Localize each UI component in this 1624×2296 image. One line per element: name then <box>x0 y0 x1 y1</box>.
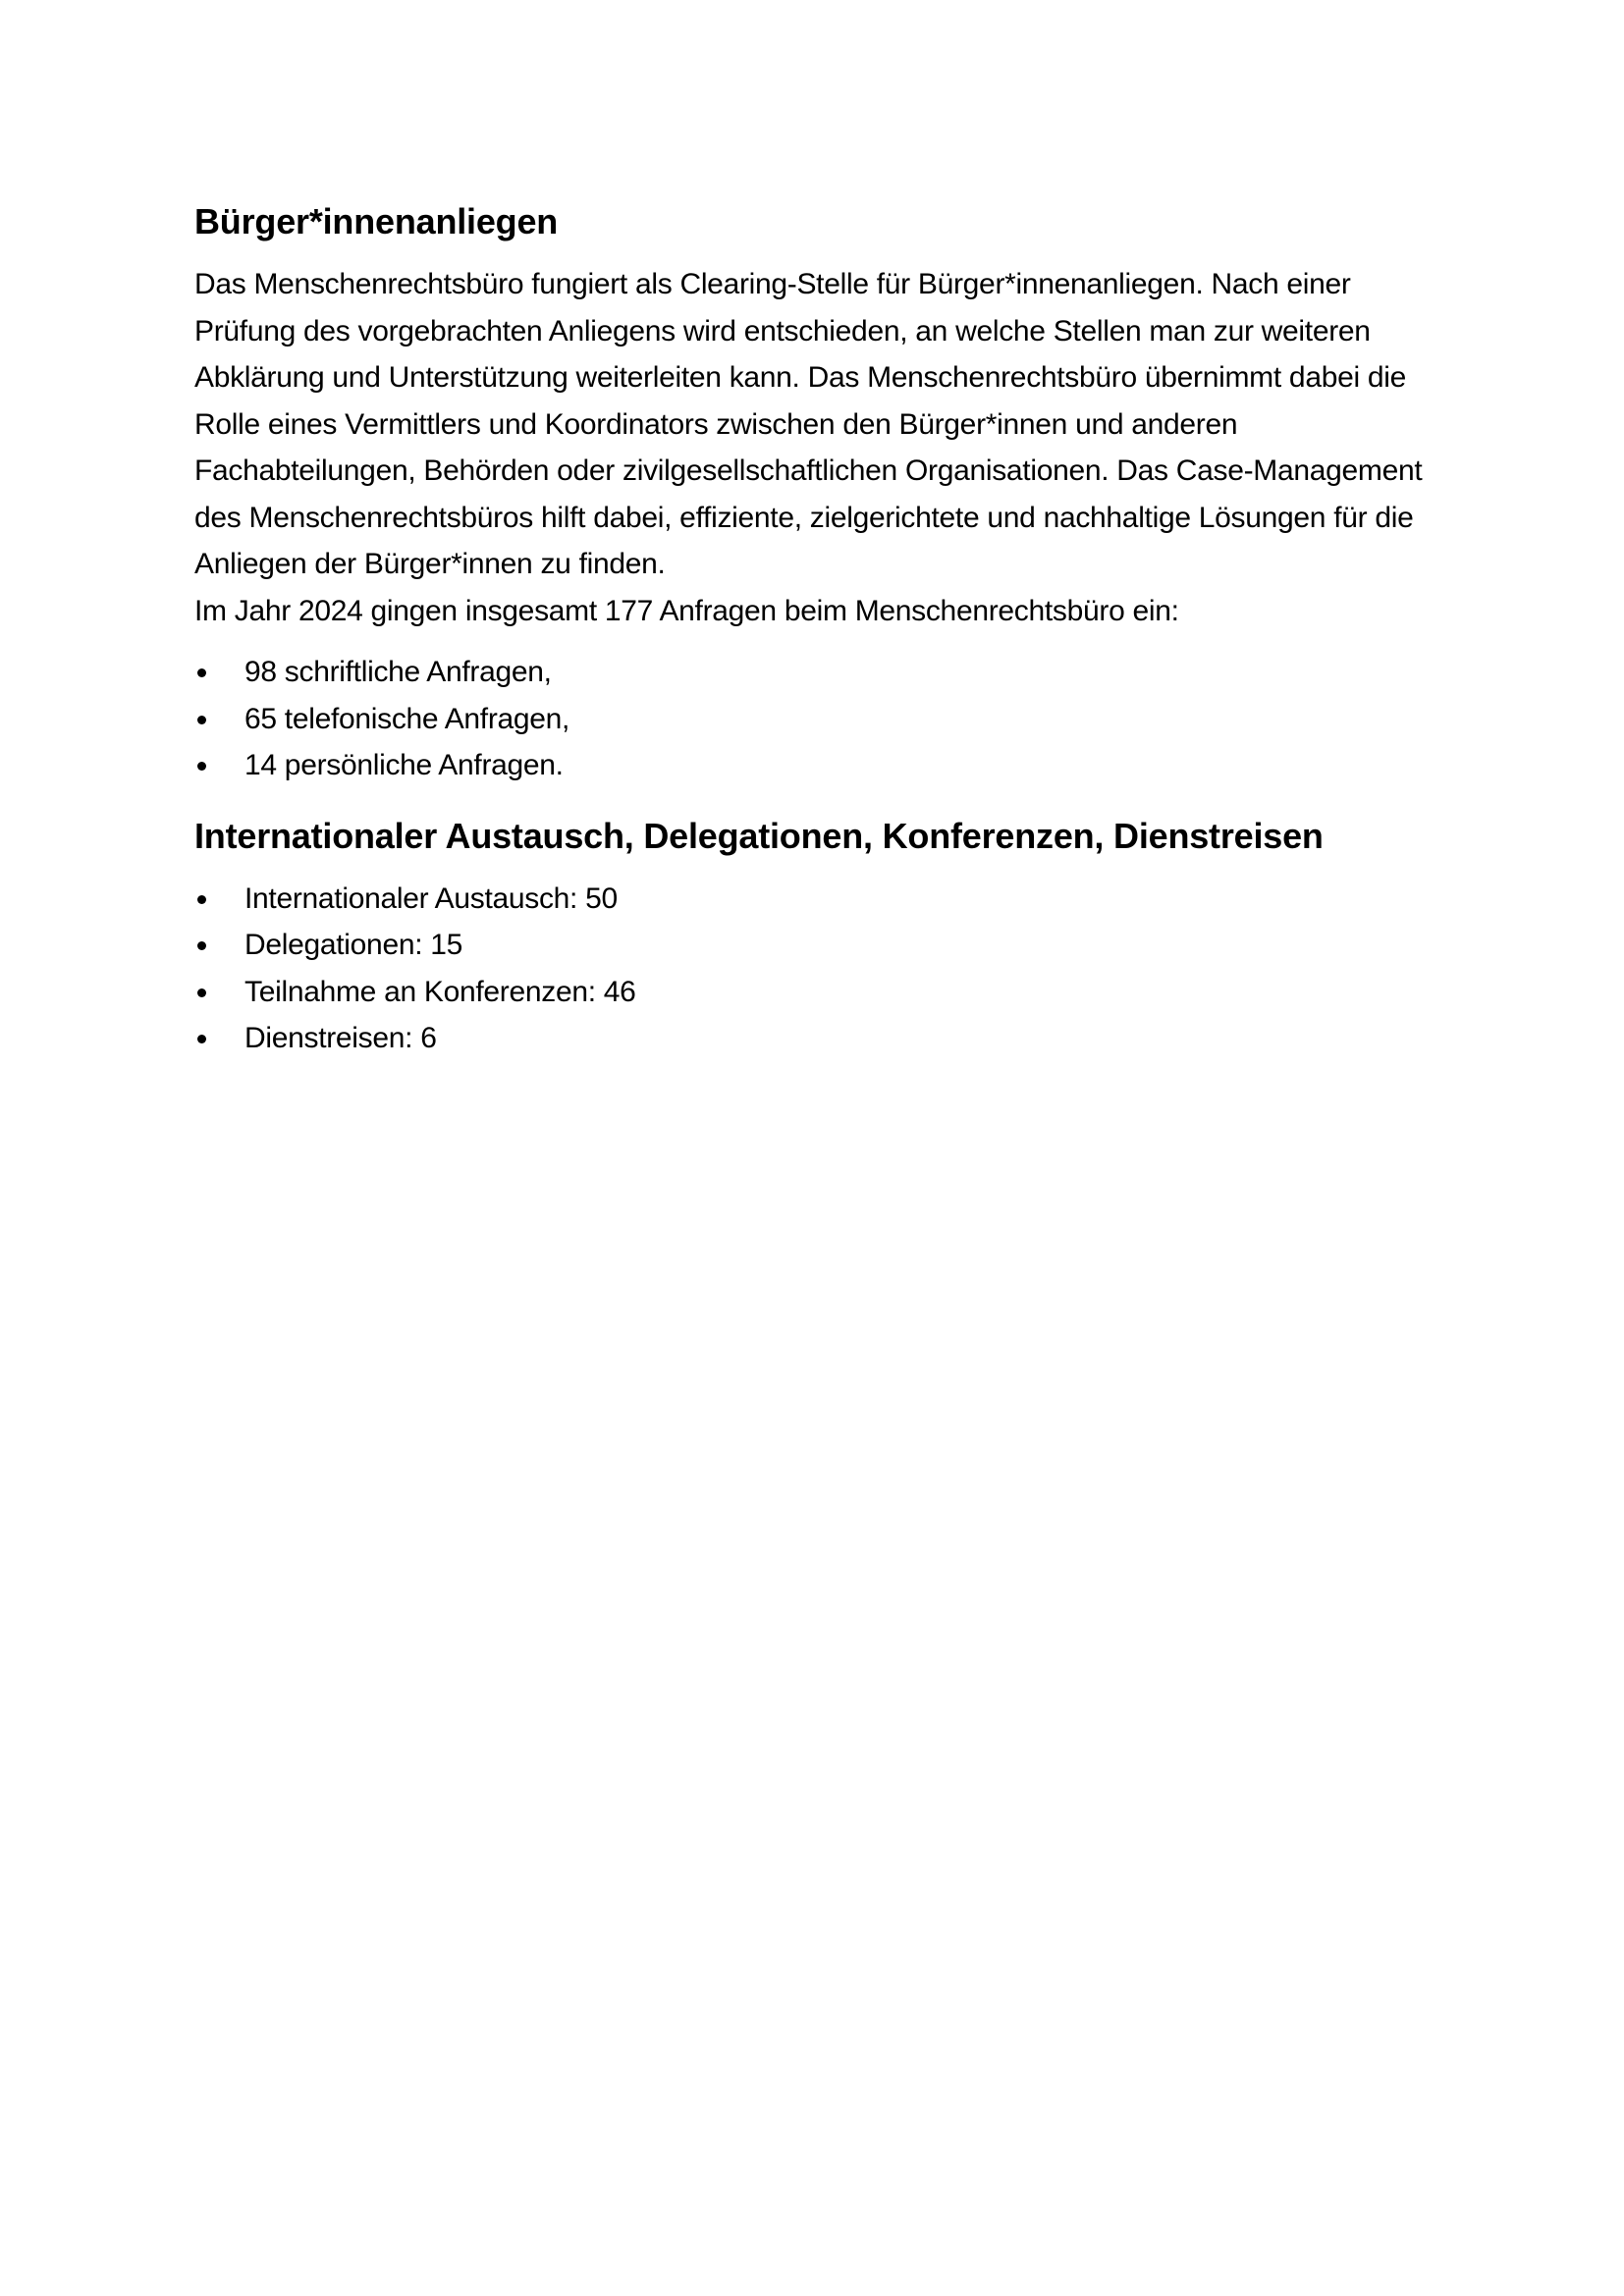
bullet-icon <box>197 1035 206 1043</box>
list-item-text: Internationaler Austausch: 50 <box>244 881 618 915</box>
section-heading-buergeranliegen: Bürger*innenanliegen <box>194 201 559 241</box>
list-item-text: 65 telefonische Anfragen, <box>244 702 570 735</box>
list-item <box>194 876 1432 923</box>
bullet-icon <box>197 895 206 904</box>
section-heading-international: Internationaler Austausch, Delegationen, Konferenzen, Dienstreisen <box>194 815 1324 856</box>
bullet-icon <box>197 941 206 950</box>
intro-paragraph: Das Menschenrechtsbüro fungiert als Clearing-Stelle für Bürger*innenanliegen. Nach einer Prüfung des vorgebrachten Anliegens wird entschieden, an welche Stellen man zur weiteren Abklärung und Unterstützung weiterleiten kann. Das Menschenrechtsbüro übernimmt dabei die Rolle eines Vermittlers und Koordinators zwischen den Bürger*innen und anderen Fachabteilungen, Behörden oder zivilgesellschaftlichen Organisationen. Das Case-Management des Menschenrechtsbüros hilft dabei, effiziente, zielgerichtete und nachhaltige Lösungen für die Anliegen der Bürger*innen zu finden. <box>194 268 1423 580</box>
bullet-icon <box>197 988 206 997</box>
list-item-text: Teilnahme an Konferenzen: 46 <box>244 975 636 1008</box>
list-item <box>194 969 1432 1016</box>
list-item-text: 14 persönliche Anfragen. <box>244 749 564 781</box>
list-item-text: Delegationen: 15 <box>244 929 463 961</box>
bullet-icon <box>197 668 206 677</box>
list-item <box>194 742 1432 789</box>
list-item <box>194 922 1432 969</box>
document-page <box>194 194 1432 1062</box>
bullet-icon <box>197 762 206 771</box>
list-item <box>194 1015 1432 1062</box>
list-item <box>194 696 1432 743</box>
bullet-icon <box>197 716 206 724</box>
summary-line: Im Jahr 2024 gingen insgesamt 177 Anfragen beim Menschenrechtsbüro ein: <box>194 594 1179 627</box>
list-item-text: Dienstreisen: 6 <box>244 1022 437 1054</box>
inquiry-list <box>194 649 1432 789</box>
list-item <box>194 649 1432 696</box>
list-item-text: 98 schriftliche Anfragen, <box>244 656 552 688</box>
activity-list <box>194 876 1432 1062</box>
